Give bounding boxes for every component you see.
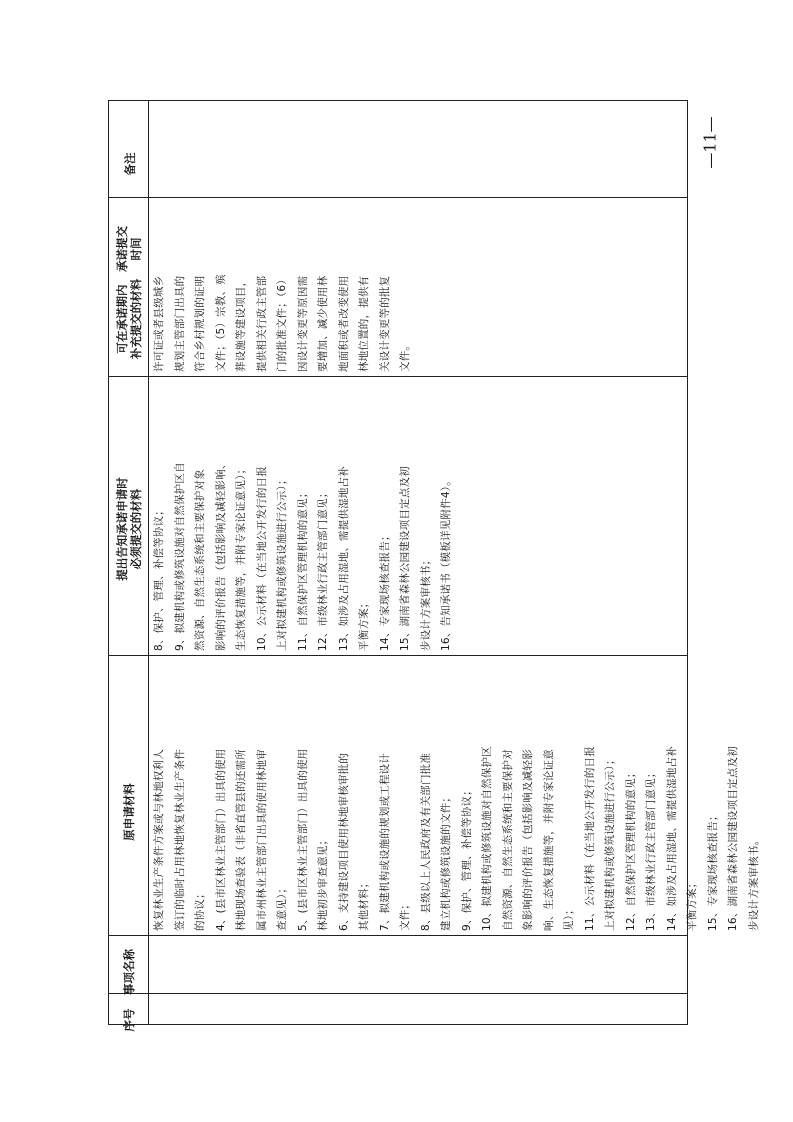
header-commit-time: 承诺提交 时间	[115, 226, 143, 272]
notify-line: 步设计方案审核书；	[419, 554, 432, 651]
original-line: 10、拟建机构或修筑设施对自然保护区	[481, 746, 493, 931]
row-divider	[109, 993, 687, 994]
notify-materials-cell	[149, 376, 479, 655]
original-line: 见）；	[563, 904, 575, 931]
original-line: 签订的临时占用林地恢复林业生产条件	[173, 749, 186, 931]
original-line: 响、生态恢复措施等，并附专家论证意	[542, 749, 555, 931]
notify-line: 12、市级林业行政主管部门意见；	[317, 487, 329, 651]
row-divider	[109, 935, 687, 936]
original-line: 建立机构或修筑设施的文件；	[440, 791, 452, 931]
header-original-materials: 原申请材料	[122, 783, 136, 841]
supplement-line: 提供相关行政主管部	[255, 275, 268, 372]
supplement-line: 文件。	[399, 339, 411, 372]
original-line: 7、拟建机构或设施的规划或工程设计	[378, 752, 391, 931]
original-line: 步设计方案审核书。	[747, 834, 760, 931]
original-line: 林地初步审查意见；	[317, 834, 329, 931]
original-line: 象影响的评价报告（包括影响及减轻影	[522, 749, 534, 931]
notify-line: 8、保护、管理、补偿等协议；	[153, 505, 165, 651]
notify-line: 10、公示材料（在当地公开发行的日报	[255, 466, 268, 651]
header-supplement-materials: 可在承诺期内 补充提交的材料	[115, 278, 143, 360]
original-line: 16、湖南省森林公园建设项目定点及初	[727, 746, 739, 931]
supplement-line: 符合乡村规划的证明	[194, 275, 206, 372]
original-line: 的协议；	[194, 888, 206, 931]
supplement-materials-text	[149, 197, 416, 376]
original-line: 5、(县市区林业主管部门）出具的使用	[296, 748, 309, 931]
original-line: 自然资源、自然生态系统和主要保护对	[501, 749, 514, 931]
original-line: 15、专家现场核查报告；	[706, 810, 719, 931]
supplement-line: 规划主管部门出具的	[173, 275, 186, 372]
supplement-cell	[149, 197, 419, 376]
notify-line: 然资源、自然生态系统和主要保护对象	[194, 469, 206, 651]
supplement-line: 葬设施等建设项目，	[235, 275, 247, 372]
header-seq: 序号	[122, 1008, 136, 1032]
notify-materials-text	[149, 376, 457, 655]
original-line: 属市州林业主管部门出具的使用林地审	[255, 749, 268, 931]
original-line: 林地现场查验表（非省直管县的还需所	[235, 749, 247, 931]
original-materials-text	[149, 655, 764, 935]
notify-line: 生态恢复措施等，并附专家论证意见）；	[235, 463, 247, 651]
supplement-line: 因设计变更等原因需	[296, 275, 309, 372]
header-remarks: 备注	[123, 152, 137, 176]
supplement-line: 林地位置的，提供有	[358, 275, 370, 372]
original-line: 12、自然保护区管理机构的意见；	[624, 767, 637, 931]
original-line: 其他材料；	[358, 877, 370, 931]
original-line: 13、市级林业行政主管部门意见；	[645, 767, 657, 931]
requirements-table	[108, 100, 760, 1032]
supplement-line: 许可证或者县级城乡	[153, 275, 165, 372]
notify-line: 上对拟建机构或修筑设施进行公示）；	[276, 474, 288, 651]
header-notify-commit-materials: 提出告知承诺申请时 必须提交的材料	[115, 477, 143, 581]
original-line: 上对拟建机构或修筑设施进行公示）；	[604, 754, 616, 931]
supplement-line: 文件；（5）宗教、殡	[214, 274, 227, 372]
supplement-line: 要增加、减少使用林	[317, 275, 329, 372]
original-line: 4、(县市区林业主管部门）出具的使用	[214, 748, 227, 931]
notify-line: 影响的评价报告（包括影响及减轻影响、	[214, 458, 227, 651]
original-materials-cell	[149, 655, 760, 935]
notify-line: 平衡方案；	[358, 597, 370, 651]
notify-line: 13、如涉及占用湿地、需提供湿地占补	[337, 466, 350, 651]
original-line: 平衡方案；	[686, 877, 698, 931]
page-number: —11—	[700, 115, 720, 169]
original-line: 恢复林业生产条件方案或与林地权利人	[153, 749, 165, 931]
supplement-line: 地面积或者改变使用	[337, 275, 350, 372]
supplement-line: 关设计变更等的批复	[378, 275, 391, 372]
original-line: 6、支持建设项目使用林地审核审批的	[337, 752, 350, 931]
notify-line: 11、自然保护区管理机构的意见；	[296, 487, 309, 651]
original-line: 9、保护、管理、补偿等协议；	[460, 785, 473, 931]
original-line: 8、县级以上人民政府及有关部门批准	[419, 752, 432, 931]
notify-line: 15、湖南省森林公园建设项目定点及初	[399, 466, 411, 651]
notify-line: 9、拟建机构或修筑设施对自然保护区自	[173, 462, 186, 651]
notify-line: 16、告知承诺书（模板详见附件4）。	[440, 475, 452, 651]
supplement-line: 门的批准文件；（6）	[276, 274, 288, 372]
notify-line: 14、专家现场核查报告；	[378, 530, 391, 651]
original-line: 查意见）；	[276, 882, 288, 931]
original-line: 14、如涉及占用湿地、需提供湿地占补	[665, 746, 678, 931]
original-line: 文件；	[399, 898, 411, 931]
original-line: 11、公示材料（在当地公开发行的日报	[583, 746, 596, 931]
header-item-name: 事项名称	[122, 949, 136, 995]
